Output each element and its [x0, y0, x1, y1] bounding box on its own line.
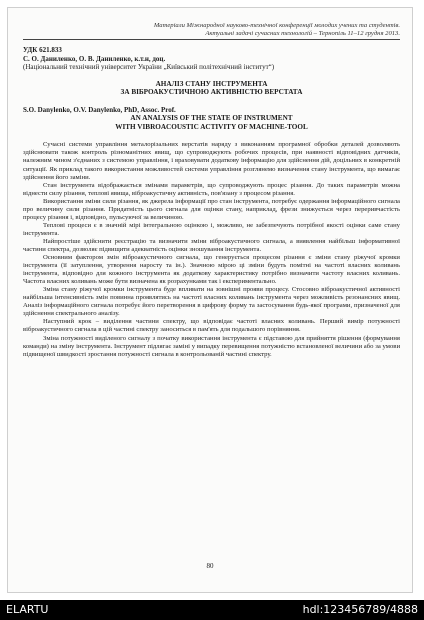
- header-line-2: Актуальні задачі сучасних технологій – Тернопіль 11–12 грудня 2013.: [205, 30, 400, 37]
- repository-footer: [0, 600, 424, 620]
- udc-code: УДК 621.833: [23, 46, 62, 54]
- paragraph: Сучасні системи управління металорізальних верстатів наряду з виконанням програмної обробки деталей дозволяють здійснювати також контроль різноманітних явищ, що супроводжують робочих процесів, при наявності відповідних датчиків, належним чином з'єднаних з системою управління, і враховувати додаткову інформацію для здійснення дій, доцільних в конкретній ситуації. Як приклад такого використання можливостей системи управління розглянемо визначення стану інструмента, що вимагає здійснення його заміни.: [23, 141, 400, 181]
- handle-identifier[interactable]: hdl:123456789/4888: [302, 603, 418, 616]
- conference-header: [23, 22, 400, 40]
- title-ukrainian: [23, 80, 400, 97]
- paragraph: Зміна стану ріжучої кромки інструмента буде впливати на зовнішні прояви процесу. Стосовно віброакустичної активності найбільша інтенсивність змін повинна проявлятись на частоті власних коливань інструмента через можливість резонансних явищ. Аналіз інформаційного сигнала потребує його перетворення в цифрову форму та застосування будь-якої програми, призначеної для здійснення спектрального аналізу.: [23, 286, 400, 318]
- authors-english: S.O. Danylenko, O.V. Danylenko, PhD, Assoc. Prof.: [23, 105, 176, 114]
- title-en-line-1: AN ANALYSIS OF THE STATE OF INSTRUMENT: [130, 114, 293, 123]
- title-uk-line-1: АНАЛІЗ СТАНУ ІНСТРУМЕНТА: [155, 79, 268, 88]
- affiliation: (Національний технічний університет України „Київський політехнічний інститут“): [23, 63, 275, 71]
- title-english: [23, 114, 400, 131]
- authors-ukrainian: С. О. Даниленко, О. В. Даниленко, к.т.н, доц.: [23, 54, 166, 63]
- title-uk-line-2: ЗА ВІБРОАКУСТИЧНОЮ АКТИВНІСТЮ ВЕРСТАТА: [120, 88, 303, 97]
- paragraph: Стан інструмента відображається змінами параметрів, що супроводжують процес різання. До таких параметрів можна віднести силу різання, теплові явища, віброакустичну активність, пов'язану з процесом різання.: [23, 181, 400, 197]
- paragraph: Теплові процеси є в значній мірі інтегральною оцінкою і, можливо, не забезпечують потрібної якості оцінки саме стану інструмента.: [23, 221, 400, 237]
- paragraph: Основним фактором змін віброакустичного сигнала, що генерується процесом різання є зміни стану ріжучої кромки інструмента (її затуплення, утворення наросту та ін.). Значною мірою ці зміни будуть помітні на частоті власних коливань інструмента, відповідно для кожного інструмента як додаткову характеристику потрібно визначити частоту власних коливань. Частота власних коливань може бути визначена як розрахунками так і експериментально.: [23, 254, 400, 286]
- paragraph: Використання зміни сили різання, як джерела інформації про стан інструмента, потребує одержання інформаційного сигнала про величину сили різання. Придатність цього сигнала для оцінки стану, наприклад, фрези знижується через переривчастість процесу різання і, відповідно, пульсуючої за величиною.: [23, 197, 400, 221]
- document-page: [7, 7, 413, 593]
- page-number: 80: [206, 562, 214, 570]
- header-line-1: Матеріали Міжнародної науково-технічної конференції молодих учених та студентів.: [153, 22, 400, 29]
- title-en-line-2: WITH VIBROACOUSTIC ACTIVITY OF MACHINE-TOOL: [115, 122, 308, 131]
- paragraph: Зміна потужності виділеного сигналу з початку використання інструмента є підставою для прийняття рішення (формування команди) на зміну інструмента. Інструмент підлягає заміні у випадку перевищення потужністю встановленої величини або за умови підвищеної швидкості зростання потужності сигнала в контрольованій частині спектру.: [23, 334, 400, 358]
- paragraph: Наступний крок – виділення частини спектру, що відповідає частоті власних коливань. Перший вимір потужності віброакустичного сигнала в цій частині спектру заноситься в пам'ять для подальшого порівняння.: [23, 318, 400, 334]
- page-content: [23, 22, 400, 359]
- article-body: [23, 141, 400, 358]
- paragraph: Найпростіше здійснити реєстрацію та визначити зміни віброакустичного сигнала, а виявлення найбільш інформативної частини спектра, дозволяє підвищити адекватність оцінки зношування інструмента.: [23, 237, 400, 253]
- repository-name: ELARTU: [6, 603, 49, 616]
